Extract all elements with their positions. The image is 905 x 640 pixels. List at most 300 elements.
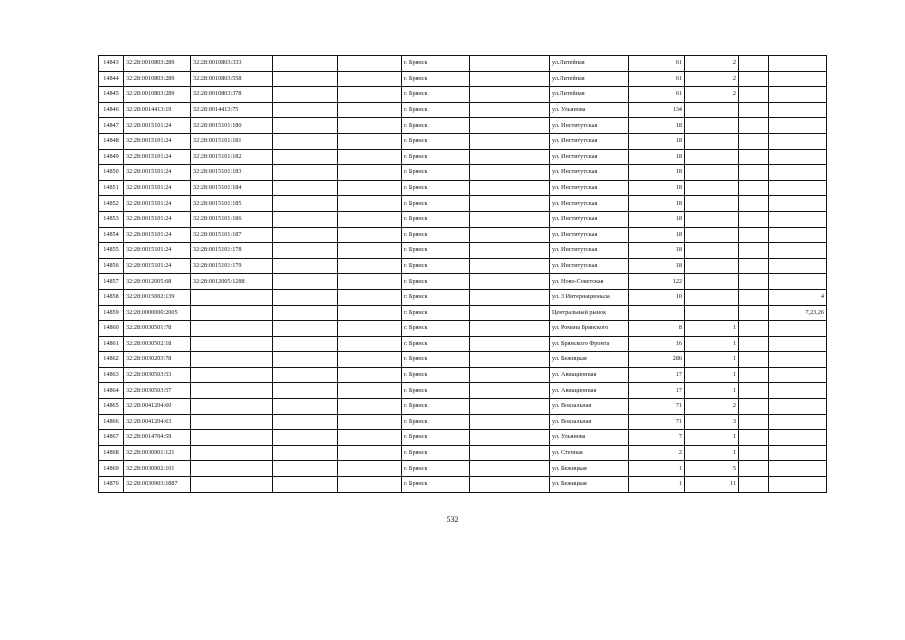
extra-value-cell [769, 274, 827, 290]
cadastral-number-cell: 32:28:0015101:24 [124, 165, 191, 181]
building-number-cell: 2 [685, 71, 739, 87]
building-number-cell: 11 [685, 477, 739, 493]
row-number-cell: 14858 [99, 289, 124, 305]
cadastral-number-secondary-cell [191, 477, 273, 493]
house-number-cell: 18 [629, 211, 685, 227]
empty-cell-cell [470, 289, 550, 305]
row-number-cell: 14854 [99, 227, 124, 243]
house-number-cell: 1 [629, 477, 685, 493]
row-number-cell: 14860 [99, 321, 124, 337]
empty-cell-cell [739, 289, 769, 305]
empty-cell-cell [470, 133, 550, 149]
building-number-cell [685, 133, 739, 149]
empty-cell-cell [273, 289, 338, 305]
table-row [99, 445, 827, 461]
empty-cell-cell [739, 305, 769, 321]
empty-cell-cell [470, 399, 550, 415]
city-cell: г. Брянск [402, 461, 470, 477]
building-number-cell [685, 243, 739, 259]
empty-cell-cell [338, 243, 402, 259]
empty-cell-cell [338, 430, 402, 446]
cadastral-number-cell: 32:28:0030502:18 [124, 336, 191, 352]
empty-cell-cell [338, 196, 402, 212]
city-cell: г. Брянск [402, 227, 470, 243]
house-number-cell: 71 [629, 414, 685, 430]
empty-cell-cell [470, 383, 550, 399]
building-number-cell: 1 [685, 430, 739, 446]
extra-value-cell [769, 56, 827, 72]
row-number-cell: 14865 [99, 399, 124, 415]
extra-value-cell [769, 71, 827, 87]
building-number-cell [685, 305, 739, 321]
street-cell: ул. Брянского Фронта [550, 336, 629, 352]
empty-cell-cell [739, 461, 769, 477]
cadastral-number-secondary-cell [191, 321, 273, 337]
table-row [99, 274, 827, 290]
table-row [99, 180, 827, 196]
empty-cell-cell [338, 133, 402, 149]
empty-cell-cell [338, 477, 402, 493]
cadastral-number-secondary-cell: 32:28:0015101:184 [191, 180, 273, 196]
city-cell: г. Брянск [402, 133, 470, 149]
empty-cell-cell [273, 305, 338, 321]
cadastral-number-secondary-cell: 32:28:0010803:333 [191, 56, 273, 72]
building-number-cell: 2 [685, 56, 739, 72]
table-row [99, 321, 827, 337]
empty-cell-cell [739, 258, 769, 274]
empty-cell-cell [338, 118, 402, 134]
cadastral-number-cell: 32:28:0041204:60 [124, 399, 191, 415]
cadastral-number-cell: 32:28:0015101:24 [124, 149, 191, 165]
row-number-cell: 14843 [99, 56, 124, 72]
extra-value-cell [769, 165, 827, 181]
empty-cell-cell [739, 211, 769, 227]
empty-cell-cell [338, 321, 402, 337]
empty-cell-cell [338, 461, 402, 477]
extra-value-cell [769, 227, 827, 243]
building-number-cell [685, 180, 739, 196]
table-row [99, 71, 827, 87]
row-number-cell: 14861 [99, 336, 124, 352]
row-number-cell: 14856 [99, 258, 124, 274]
street-cell: ул. Авиационная [550, 367, 629, 383]
city-cell: г. Брянск [402, 196, 470, 212]
empty-cell-cell [470, 196, 550, 212]
table-row [99, 336, 827, 352]
empty-cell-cell [739, 352, 769, 368]
empty-cell-cell [739, 367, 769, 383]
row-number-cell: 14870 [99, 477, 124, 493]
street-cell: ул. Степная [550, 445, 629, 461]
empty-cell-cell [470, 336, 550, 352]
cadastral-number-secondary-cell [191, 383, 273, 399]
city-cell: г. Брянск [402, 243, 470, 259]
empty-cell-cell [273, 321, 338, 337]
table-row [99, 414, 827, 430]
city-cell: г. Брянск [402, 383, 470, 399]
cadastral-number-secondary-cell: 32:28:0015101:181 [191, 133, 273, 149]
empty-cell-cell [273, 445, 338, 461]
extra-value-cell [769, 430, 827, 446]
extra-value-cell [769, 118, 827, 134]
empty-cell-cell [273, 336, 338, 352]
building-number-cell [685, 102, 739, 118]
extra-value-cell [769, 211, 827, 227]
empty-cell-cell [273, 87, 338, 103]
street-cell: ул. Авиационная [550, 383, 629, 399]
empty-cell-cell [273, 352, 338, 368]
cadastral-number-cell: 32:28:0015101:24 [124, 243, 191, 259]
row-number-cell: 14849 [99, 149, 124, 165]
city-cell: г. Брянск [402, 430, 470, 446]
street-cell: ул. Институтская [550, 243, 629, 259]
empty-cell-cell [470, 461, 550, 477]
building-number-cell [685, 289, 739, 305]
street-cell: ул. Вокзальная [550, 399, 629, 415]
empty-cell-cell [739, 133, 769, 149]
cadastral-number-cell: 32:28:0014413:19 [124, 102, 191, 118]
house-number-cell: 18 [629, 227, 685, 243]
building-number-cell [685, 258, 739, 274]
cadastral-number-secondary-cell: 32:28:0014413:75 [191, 102, 273, 118]
street-cell: ул.Литейная [550, 56, 629, 72]
extra-value-cell [769, 243, 827, 259]
street-cell: ул. Институтская [550, 180, 629, 196]
empty-cell-cell [470, 243, 550, 259]
empty-cell-cell [338, 274, 402, 290]
empty-cell-cell [470, 227, 550, 243]
table-row [99, 461, 827, 477]
house-number-cell: 16 [629, 336, 685, 352]
cadastral-number-cell: 32:28:0010803:289 [124, 71, 191, 87]
house-number-cell: 17 [629, 367, 685, 383]
empty-cell-cell [338, 305, 402, 321]
table-row [99, 367, 827, 383]
empty-cell-cell [273, 180, 338, 196]
extra-value-cell [769, 461, 827, 477]
cadastral-number-cell: 32:28:0030203:78 [124, 352, 191, 368]
extra-value-cell [769, 336, 827, 352]
empty-cell-cell [338, 399, 402, 415]
row-number-cell: 14845 [99, 87, 124, 103]
table-body [99, 56, 827, 493]
city-cell: г. Брянск [402, 165, 470, 181]
empty-cell-cell [739, 274, 769, 290]
empty-cell-cell [273, 227, 338, 243]
street-cell: ул. Институтская [550, 133, 629, 149]
house-number-cell: 10 [629, 289, 685, 305]
building-number-cell: 1 [685, 383, 739, 399]
row-number-cell: 14866 [99, 414, 124, 430]
empty-cell-cell [338, 289, 402, 305]
cadastral-number-secondary-cell: 32:28:0015101:178 [191, 243, 273, 259]
empty-cell-cell [470, 430, 550, 446]
building-number-cell: 2 [685, 87, 739, 103]
table-row [99, 430, 827, 446]
table-row [99, 165, 827, 181]
extra-value-cell: 7,23,26 [769, 305, 827, 321]
table-row [99, 289, 827, 305]
cadastral-number-secondary-cell [191, 461, 273, 477]
table-row [99, 383, 827, 399]
empty-cell-cell [470, 211, 550, 227]
empty-cell-cell [338, 87, 402, 103]
building-number-cell [685, 227, 739, 243]
row-number-cell: 14846 [99, 102, 124, 118]
cadastral-number-cell: 32:28:0030902:101 [124, 461, 191, 477]
empty-cell-cell [338, 383, 402, 399]
cadastral-number-secondary-cell: 32:28:0010803:558 [191, 71, 273, 87]
table-row [99, 211, 827, 227]
house-number-cell: 286 [629, 352, 685, 368]
cadastral-number-secondary-cell: 32:28:0015101:179 [191, 258, 273, 274]
street-cell: ул. Институтская [550, 118, 629, 134]
extra-value-cell [769, 477, 827, 493]
cadastral-number-cell: 32:28:0010803:289 [124, 87, 191, 103]
empty-cell-cell [470, 477, 550, 493]
empty-cell-cell [338, 414, 402, 430]
cadastral-number-secondary-cell: 32:28:0015101:187 [191, 227, 273, 243]
table-row [99, 305, 827, 321]
row-number-cell: 14867 [99, 430, 124, 446]
page-number: 532 [446, 515, 459, 524]
city-cell: г. Брянск [402, 71, 470, 87]
street-cell: ул. Ульянова [550, 430, 629, 446]
empty-cell-cell [273, 243, 338, 259]
street-cell: ул. Институтская [550, 227, 629, 243]
table-row [99, 56, 827, 72]
city-cell: г. Брянск [402, 180, 470, 196]
empty-cell-cell [273, 118, 338, 134]
extra-value-cell [769, 180, 827, 196]
house-number-cell: 18 [629, 149, 685, 165]
table-row [99, 399, 827, 415]
house-number-cell: 18 [629, 180, 685, 196]
house-number-cell: 18 [629, 196, 685, 212]
cadastral-number-secondary-cell [191, 414, 273, 430]
house-number-cell [629, 305, 685, 321]
street-cell: ул. Бежицкая [550, 352, 629, 368]
house-number-cell: 61 [629, 56, 685, 72]
empty-cell-cell [470, 149, 550, 165]
empty-cell-cell [470, 274, 550, 290]
empty-cell-cell [338, 445, 402, 461]
empty-cell-cell [338, 149, 402, 165]
empty-cell-cell [739, 243, 769, 259]
extra-value-cell [769, 367, 827, 383]
house-number-cell: 17 [629, 383, 685, 399]
empty-cell-cell [470, 102, 550, 118]
table-row [99, 87, 827, 103]
street-cell: Центральный рынок [550, 305, 629, 321]
building-number-cell: 1 [685, 336, 739, 352]
empty-cell-cell [470, 71, 550, 87]
empty-cell-cell [739, 336, 769, 352]
empty-cell-cell [739, 102, 769, 118]
empty-cell-cell [739, 118, 769, 134]
extra-value-cell: 4 [769, 289, 827, 305]
cadastral-number-cell: 32:28:0015101:24 [124, 258, 191, 274]
cadastral-number-cell: 32:28:0015101:24 [124, 133, 191, 149]
street-cell: ул. Бежицкая [550, 461, 629, 477]
cadastral-number-cell: 32:28:0015101:24 [124, 180, 191, 196]
empty-cell-cell [739, 180, 769, 196]
table-row [99, 149, 827, 165]
extra-value-cell [769, 258, 827, 274]
empty-cell-cell [739, 149, 769, 165]
empty-cell-cell [470, 180, 550, 196]
extra-value-cell [769, 352, 827, 368]
cadastral-number-secondary-cell [191, 352, 273, 368]
table-row [99, 477, 827, 493]
table-row [99, 227, 827, 243]
empty-cell-cell [273, 102, 338, 118]
house-number-cell: 18 [629, 133, 685, 149]
building-number-cell: 5 [685, 461, 739, 477]
empty-cell-cell [470, 352, 550, 368]
empty-cell-cell [470, 165, 550, 181]
empty-cell-cell [338, 180, 402, 196]
house-number-cell: 18 [629, 165, 685, 181]
city-cell: г. Брянск [402, 102, 470, 118]
city-cell: г. Брянск [402, 321, 470, 337]
empty-cell-cell [338, 367, 402, 383]
city-cell: г. Брянск [402, 477, 470, 493]
row-number-cell: 14851 [99, 180, 124, 196]
empty-cell-cell [739, 414, 769, 430]
empty-cell-cell [470, 258, 550, 274]
house-number-cell: 71 [629, 399, 685, 415]
house-number-cell: 61 [629, 87, 685, 103]
street-cell: ул.Литейная [550, 87, 629, 103]
empty-cell-cell [739, 196, 769, 212]
street-cell: ул. Институтская [550, 211, 629, 227]
table-row [99, 102, 827, 118]
cadastral-number-secondary-cell [191, 336, 273, 352]
street-cell: ул.Литейная [550, 71, 629, 87]
city-cell: г. Брянск [402, 56, 470, 72]
row-number-cell: 14853 [99, 211, 124, 227]
street-cell: ул. 3 Интернационала [550, 289, 629, 305]
empty-cell-cell [739, 87, 769, 103]
cadastral-number-cell: 32:28:0030903:1887 [124, 477, 191, 493]
empty-cell-cell [273, 71, 338, 87]
row-number-cell: 14850 [99, 165, 124, 181]
registry-table [98, 55, 827, 493]
city-cell: г. Брянск [402, 87, 470, 103]
empty-cell-cell [338, 211, 402, 227]
cadastral-number-cell: 32:28:0010803:289 [124, 56, 191, 72]
empty-cell-cell [338, 258, 402, 274]
cadastral-number-secondary-cell: 32:28:0010803:378 [191, 87, 273, 103]
street-cell: ул. Институтская [550, 149, 629, 165]
empty-cell-cell [338, 352, 402, 368]
row-number-cell: 14852 [99, 196, 124, 212]
empty-cell-cell [338, 227, 402, 243]
empty-cell-cell [273, 399, 338, 415]
cadastral-number-cell: 32:28:0012005:68 [124, 274, 191, 290]
empty-cell-cell [273, 367, 338, 383]
empty-cell-cell [739, 430, 769, 446]
extra-value-cell [769, 321, 827, 337]
house-number-cell: 1 [629, 461, 685, 477]
cadastral-number-cell: 32:28:0030501:78 [124, 321, 191, 337]
street-cell: ул. Институтская [550, 165, 629, 181]
row-number-cell: 14859 [99, 305, 124, 321]
empty-cell-cell [338, 102, 402, 118]
building-number-cell [685, 211, 739, 227]
cadastral-number-cell: 32:28:0015101:24 [124, 227, 191, 243]
row-number-cell: 14847 [99, 118, 124, 134]
empty-cell-cell [739, 71, 769, 87]
empty-cell-cell [739, 321, 769, 337]
city-cell: г. Брянск [402, 336, 470, 352]
cadastral-number-secondary-cell [191, 399, 273, 415]
empty-cell-cell [338, 56, 402, 72]
empty-cell-cell [470, 118, 550, 134]
empty-cell-cell [273, 56, 338, 72]
empty-cell-cell [470, 87, 550, 103]
building-number-cell: 2 [685, 399, 739, 415]
extra-value-cell [769, 445, 827, 461]
empty-cell-cell [273, 477, 338, 493]
empty-cell-cell [470, 56, 550, 72]
cadastral-number-cell: 32:28:0030503:53 [124, 367, 191, 383]
table-row [99, 133, 827, 149]
cadastral-number-cell: 32:28:0015101:24 [124, 211, 191, 227]
cadastral-number-secondary-cell: 32:28:0015101:185 [191, 196, 273, 212]
row-number-cell: 14864 [99, 383, 124, 399]
empty-cell-cell [273, 196, 338, 212]
empty-cell-cell [739, 399, 769, 415]
empty-cell-cell [739, 227, 769, 243]
street-cell: ул. Ульянова [550, 102, 629, 118]
city-cell: г. Брянск [402, 274, 470, 290]
street-cell: ул. Вокзальная [550, 414, 629, 430]
house-number-cell: 61 [629, 71, 685, 87]
building-number-cell [685, 149, 739, 165]
row-number-cell: 14844 [99, 71, 124, 87]
row-number-cell: 14855 [99, 243, 124, 259]
house-number-cell: 134 [629, 102, 685, 118]
building-number-cell [685, 118, 739, 134]
building-number-cell [685, 196, 739, 212]
house-number-cell: 18 [629, 243, 685, 259]
empty-cell-cell [273, 274, 338, 290]
empty-cell-cell [739, 165, 769, 181]
extra-value-cell [769, 383, 827, 399]
street-cell: ул. Романа Брянского [550, 321, 629, 337]
city-cell: г. Брянск [402, 305, 470, 321]
table-row [99, 258, 827, 274]
empty-cell-cell [273, 165, 338, 181]
house-number-cell: 18 [629, 258, 685, 274]
city-cell: г. Брянск [402, 399, 470, 415]
city-cell: г. Брянск [402, 445, 470, 461]
cadastral-number-cell: 32:28:0015002:139 [124, 289, 191, 305]
street-cell: ул. Бежицкая [550, 477, 629, 493]
cadastral-number-cell: 32:28:0000000:2005 [124, 305, 191, 321]
empty-cell-cell [338, 336, 402, 352]
empty-cell-cell [273, 149, 338, 165]
city-cell: г. Брянск [402, 211, 470, 227]
cadastral-number-secondary-cell: 32:28:0015101:180 [191, 118, 273, 134]
empty-cell-cell [338, 71, 402, 87]
cadastral-number-secondary-cell: 32:28:0015101:183 [191, 165, 273, 181]
extra-value-cell [769, 149, 827, 165]
extra-value-cell [769, 102, 827, 118]
empty-cell-cell [273, 258, 338, 274]
